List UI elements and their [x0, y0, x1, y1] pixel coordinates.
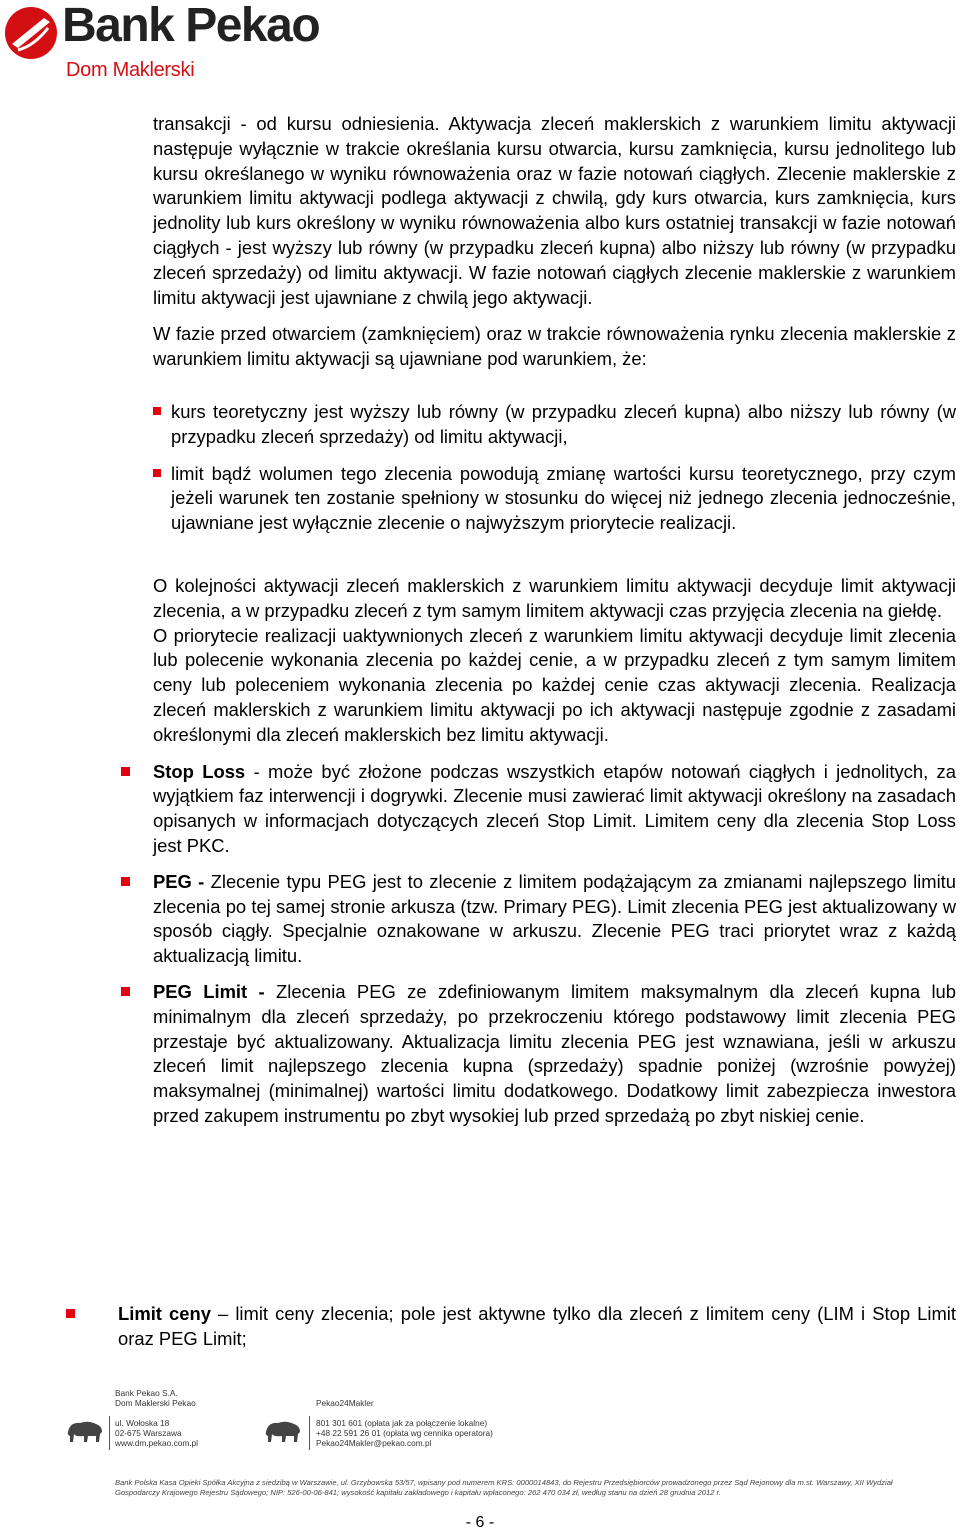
document-body	[153, 112, 956, 1129]
address-line: ul. Wołoska 18	[115, 1418, 170, 1428]
paragraph-activation: transakcji - od kursu odniesienia. Aktywacja zleceń maklerskich z warunkiem limitu aktywacji następuje wyłącznie w trakcie określania kursu otwarcia, kursu zamknięcia, kursu jednolitego lub kursu określanego w wyniku równoważenia oraz w fazie notowań ciągłych. Zlecenie maklerskie z warunkiem limitu aktywacji podlega aktywacji z chwilą, gdy kurs otwarcia, kurs zamknięcia, kurs jednolity lub kurs określony w wyniku równoważenia albo kurs ostatniej transakcji w fazie notowań ciągłych - jest wyższy lub równy (w przypadku zleceń kupna) albo niższy lub równy (w przypadku zleceń sprzedaży) od limitu aktywacji. W fazie notowań ciągłych zlecenie maklerskie z warunkiem limitu aktywacji jest ujawniane z chwilą jego aktywacji.	[153, 113, 956, 308]
order-type-peg	[153, 870, 956, 969]
condition-item: limit bądź wolumen tego zlecenia powodują zmianę wartości kursu teoretycznego, przy czym jeżeli warunek ten zostanie spełniony w stosunku do więcej niż jednego zlecenia jednocześnie, ujawniane jest wyłącznie zlecenie o najwyższym priorytecie realizacji.	[153, 462, 956, 536]
order-types-list	[153, 760, 956, 1129]
field-text: – limit ceny zlecenia; pole jest aktywne tylko dla zleceń z limitem ceny (LIM i Stop Limit oraz PEG Limit;	[118, 1303, 956, 1349]
contact-phone: +48 22 591 26 01 (opłata wg cennika operatora)	[316, 1428, 493, 1438]
order-type-text: - może być złożone podczas wszystkich etapów notowań ciągłych i jednolitych, za wyjątkiem faz interwencji i dogrywki. Zlecenie musi zawierać limit aktywacji określony na zasadach opisanych w informacjach dotyczących zleceń Stop Limit. Limitem ceny dla zlecenia Stop Loss jest PKC.	[153, 760, 956, 856]
condition-item: kurs teoretyczny jest wyższy lub równy (w przypadku zleceń kupna) albo niższy lub równy (w przypadku zleceń sprzedaży) od limitu aktywacji,	[153, 400, 956, 450]
legal-notice: Bank Polska Kasa Opieki Spółka Akcyjna z siedzibą w Warszawie, ul. Grzybowska 53/57, wpisany pod numerem KRS: 0000014843, do Rejestru Przedsiębiorców prowadzonego przez Sąd Rejonowy dla m.st. Warszawy, XII Wydział Gospodarczy Krajowego Rejestru Sądowego; NIP: 526-00-06-841; wysokość kapitału zakładowego i kapitału wpłaconego: 262 470 034 zł, według stanu na dzień 28 grudnia 2012 r.	[115, 1478, 893, 1497]
brand-name: Bank Pekao	[62, 0, 320, 52]
order-type-text: Zlecenia PEG ze zdefiniowanym limitem maksymalnym dla zleceń kupna lub minimalnym dla zleceń sprzedaży, po przekroczeniu którego podstawowy limit zlecenia PEG przestaje być aktualizowany. Aktualizacja limitu zlecenia PEG jest wznawiana, jeśli w arkuszu zleceń limit najlepszego zlecenia kupna (sprzedaży) spadnie poniżej (wzrośnie powyżej) maksymalnej (minimalnej) wartości limitu dodatkowego. Dodatkowy limit zabezpiecza inwestora przed zakupem instrumentu po zbyt wysokiej lub przed sprzedażą po zbyt niskiej cenie.	[153, 980, 956, 1126]
order-type-text: Zlecenie typu PEG jest to zlecenie z limitem podążającym za zmianami najlepszego limitu zlecenia po tej samej stronie arkusza (tzw. Primary PEG). Limit zlecenia PEG jest aktualizowany w sposób ciągły. Specjalnie oznakowane w arkuszu. Zlecenie PEG traci priorytet wraz z każdą aktualizacją limitu.	[153, 870, 956, 967]
contact-phone: 801 301 601 (opłata jak za połączenie lokalne)	[316, 1418, 488, 1428]
order-type-term: PEG -	[153, 870, 205, 892]
field-limit-ceny	[118, 1302, 956, 1352]
paragraph-disclosure-intro: W fazie przed otwarciem (zamknięciem) oraz w trakcie równoważenia rynku zlecenia maklerskie z warunkiem limitu aktywacji są ujawniane pod warunkiem, że:	[153, 323, 956, 370]
contact-email-link[interactable]: Pekao24Makler@pekao.com.pl	[316, 1438, 432, 1448]
company-name: Bank Pekao S.A.	[115, 1388, 178, 1398]
order-type-term: Stop Loss	[153, 760, 246, 782]
order-type-peg-limit	[153, 980, 956, 1129]
company-sub: Dom Maklerski Pekao	[115, 1398, 196, 1408]
address-line: 02-675 Warszawa	[115, 1428, 182, 1438]
order-type-term: PEG Limit -	[153, 980, 265, 1002]
website-link[interactable]: www.dm.pekao.com.pl	[115, 1438, 199, 1448]
footer-divider	[109, 1416, 110, 1450]
bank-pekao-logo	[4, 0, 324, 84]
conditions-list	[153, 400, 956, 536]
brand-subname: Dom Maklerski	[66, 59, 195, 81]
paragraph-activation-order: O kolejności aktywacji zleceń maklerskich z warunkiem limitu aktywacji decyduje limit aktywacji zlecenia, a w przypadku zleceń z tym samym limitem aktywacji czas przyjęcia zlecenia na giełdę.	[153, 574, 956, 621]
service-name: Pekao24Makler	[316, 1398, 374, 1408]
field-term: Limit ceny	[118, 1303, 211, 1324]
footer-divider	[309, 1416, 310, 1450]
bison-logo-icon	[264, 1418, 302, 1444]
bison-logo-icon	[66, 1418, 104, 1444]
bank-pekao-logo-icon	[4, 6, 58, 60]
order-type-stop-loss	[153, 760, 956, 859]
page-number: - 6 -	[465, 1514, 495, 1531]
paragraph-execution-priority: O priorytecie realizacji uaktywnionych zleceń z warunkiem limitu aktywacji decyduje limit zlecenia lub polecenie wykonania zlecenia po każdej cenie, a w przypadku zleceń z tym samym limitem ceny lub poleceniem wykonania zlecenia po każdej cenie czas aktywacji zlecenia. Realizacja zleceń maklerskich z warunkiem limitu aktywacji po ich aktywacji następuje zgodnie z zasadami określonymi dla zleceń maklerskich bez limitu aktywacji.	[153, 624, 956, 745]
